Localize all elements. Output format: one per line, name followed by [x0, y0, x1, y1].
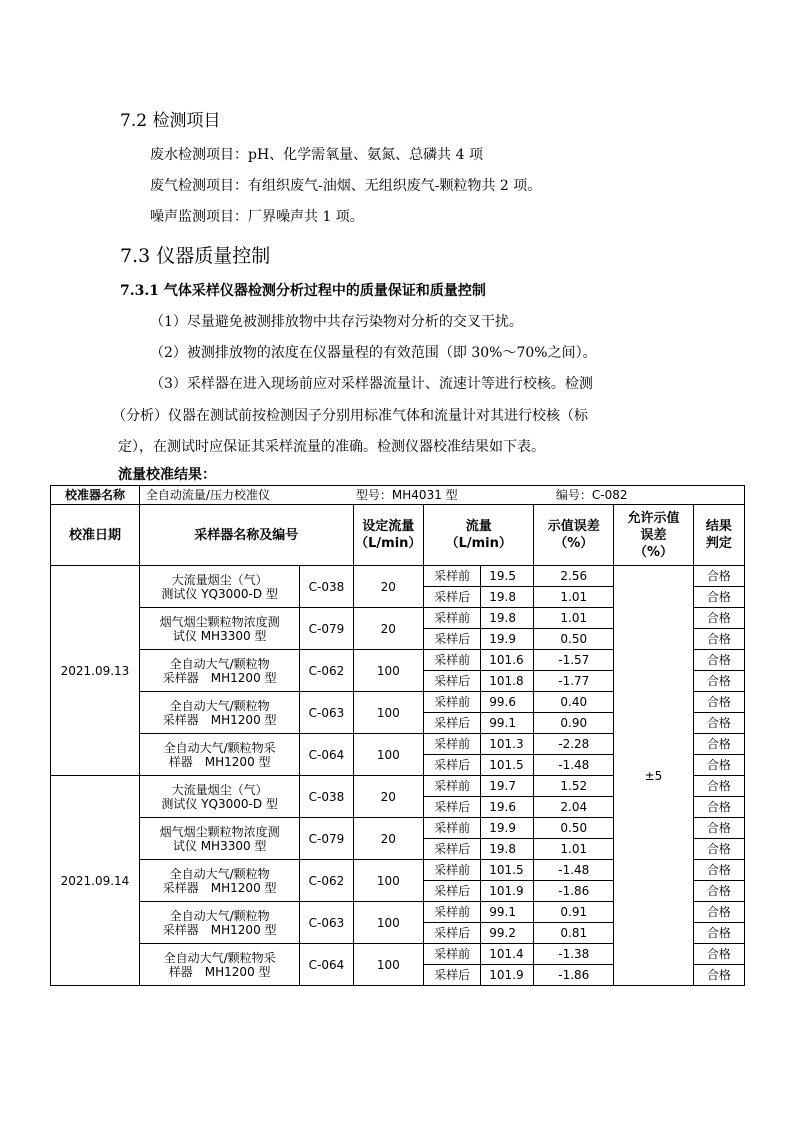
indication-error: -1.77: [534, 671, 614, 692]
sampler-name-line-2: 采样器 MH1200 型: [162, 922, 277, 937]
indication-error: -1.57: [534, 650, 614, 671]
phase-before: 采样前: [424, 944, 481, 965]
measured-flow: 101.9: [481, 881, 534, 902]
header-result-line-2: 判定: [705, 536, 732, 551]
measured-flow: 19.5: [481, 566, 534, 587]
indication-error: 1.01: [534, 839, 614, 860]
sampler-name-line-1: 全自动大气/颗粒物: [169, 698, 270, 713]
result: 合格: [693, 734, 744, 755]
measured-flow: 19.8: [481, 608, 534, 629]
header-allowed-error-unit: （%）: [633, 544, 673, 560]
sampler-name-line-1: 烟气烟尘颗粒物浓度测: [159, 824, 280, 839]
set-flow: 100: [353, 860, 424, 902]
calibration-date: 2021.09.13: [51, 566, 140, 776]
paragraph-3-line-2: （分析）仪器在测试前按检测因子分别用标准气体和流量计对其进行校核（标: [112, 408, 588, 424]
header-error: [534, 505, 614, 566]
sampler-name-line-1: 全自动大气/颗粒物: [169, 908, 270, 923]
result: 合格: [693, 566, 744, 587]
header-result-line-1: 结果: [705, 519, 732, 534]
indication-error: 1.52: [534, 776, 614, 797]
result: 合格: [693, 902, 744, 923]
calibration-date: 2021.09.14: [51, 776, 140, 986]
header-result: [693, 505, 744, 566]
result: 合格: [693, 629, 744, 650]
sampler-name-line-1: 全自动大气/颗粒物采: [163, 740, 276, 755]
phase-before: 采样前: [424, 776, 481, 797]
phase-before: 采样前: [424, 650, 481, 671]
measured-flow: 99.6: [481, 692, 534, 713]
measured-flow: 19.7: [481, 776, 534, 797]
result: 合格: [693, 944, 744, 965]
header-date: 校准日期: [51, 505, 140, 566]
measured-flow: 101.6: [481, 650, 534, 671]
result: 合格: [693, 755, 744, 776]
calibrator-label: 校准器名称: [51, 486, 140, 505]
set-flow: 20: [353, 566, 424, 608]
measured-flow: 101.5: [481, 755, 534, 776]
sampler-code: C-038: [300, 566, 353, 608]
indication-error: -2.28: [534, 734, 614, 755]
phase-after: 采样后: [424, 881, 481, 902]
calibrator-info-row: [51, 486, 745, 505]
sampler-name: [139, 944, 299, 986]
indication-error: 2.04: [534, 797, 614, 818]
indication-error: -1.86: [534, 881, 614, 902]
section-7-3-title: 7.3 仪器质量控制: [120, 245, 271, 267]
result: 合格: [693, 797, 744, 818]
result: 合格: [693, 839, 744, 860]
indication-error: -1.48: [534, 860, 614, 881]
phase-before: 采样前: [424, 608, 481, 629]
measured-flow: 101.9: [481, 965, 534, 986]
flow-calibration-table: [50, 485, 745, 986]
set-flow: 100: [353, 902, 424, 944]
result: 合格: [693, 713, 744, 734]
indication-error: 1.01: [534, 608, 614, 629]
measured-flow: 19.8: [481, 587, 534, 608]
measured-flow: 19.9: [481, 818, 534, 839]
sampler-name: [139, 650, 299, 692]
header-sampler: 采样器名称及编号: [139, 505, 353, 566]
phase-before: 采样前: [424, 818, 481, 839]
sampler-code: C-064: [300, 944, 353, 986]
result: 合格: [693, 965, 744, 986]
result: 合格: [693, 923, 744, 944]
sampler-code: C-064: [300, 734, 353, 776]
indication-error: -1.48: [534, 755, 614, 776]
indication-error: 0.50: [534, 818, 614, 839]
flow-calibration-title: 流量校准结果：: [118, 467, 216, 483]
header-set-flow-unit: （L/min）: [355, 536, 422, 551]
calibrator-model: 型号：MH4031 型: [355, 488, 458, 502]
result: 合格: [693, 587, 744, 608]
section-7-2-title: 7.2 检测项目: [120, 111, 221, 131]
calibrator-name: 全自动流量/压力校准仪: [145, 488, 270, 502]
result: 合格: [693, 818, 744, 839]
result: 合格: [693, 776, 744, 797]
noise-items: 噪声监测项目：厂界噪声共 1 项。: [150, 209, 364, 225]
phase-before: 采样前: [424, 692, 481, 713]
sampler-code: C-063: [300, 902, 353, 944]
sampler-name-line-2: 试仪 MH3300 型: [172, 628, 267, 643]
set-flow: 20: [353, 776, 424, 818]
header-allowed-error-line-1: 允许示值: [627, 510, 680, 526]
phase-after: 采样后: [424, 671, 481, 692]
measured-flow: 101.5: [481, 860, 534, 881]
measured-flow: 99.1: [481, 713, 534, 734]
phase-before: 采样前: [424, 734, 481, 755]
phase-after: 采样后: [424, 629, 481, 650]
sampler-code: C-038: [300, 776, 353, 818]
phase-after: 采样后: [424, 755, 481, 776]
set-flow: 100: [353, 692, 424, 734]
wastewater-items: 废水检测项目：pH、化学需氧量、氨氮、总磷共 4 项: [150, 147, 483, 163]
allowed-error: ±5: [614, 566, 694, 986]
set-flow: 100: [353, 734, 424, 776]
paragraph-3-line-1: （3）采样器在进入现场前应对采样器流量计、流速计等进行校核。检测: [150, 376, 593, 392]
calibrator-serial: 编号：C-082: [555, 488, 628, 502]
measured-flow: 19.8: [481, 839, 534, 860]
indication-error: 0.81: [534, 923, 614, 944]
phase-after: 采样后: [424, 587, 481, 608]
sampler-name-line-1: 烟气烟尘颗粒物浓度测: [159, 614, 280, 629]
sampler-name: [139, 902, 299, 944]
sampler-name-line-2: 采样器 MH1200 型: [162, 712, 277, 727]
indication-error: 0.50: [534, 629, 614, 650]
sampler-name-line-1: 大流量烟尘（气）: [171, 782, 268, 797]
sampler-name-line-2: 采样器 MH1200 型: [162, 670, 277, 685]
sampler-name-line-1: 全自动大气/颗粒物: [169, 866, 270, 881]
measured-flow: 19.9: [481, 629, 534, 650]
indication-error: 0.90: [534, 713, 614, 734]
header-error-unit: （%）: [554, 536, 594, 551]
paragraph-2: （2）被测排放物的浓度在仪器量程的有效范围（即 30%～70%之间）。: [150, 345, 597, 361]
sampler-code: C-062: [300, 650, 353, 692]
header-set-flow-label: 设定流量: [362, 519, 415, 534]
sampler-name-line-2: 试仪 MH3300 型: [172, 838, 267, 853]
header-flow-unit: （L/min）: [445, 536, 512, 551]
sampler-name: [139, 776, 299, 818]
phase-after: 采样后: [424, 923, 481, 944]
indication-error: 0.40: [534, 692, 614, 713]
paragraph-1: （1）尽量避免被测排放物中共存污染物对分析的交叉干扰。: [150, 314, 523, 330]
sampler-code: C-079: [300, 818, 353, 860]
phase-after: 采样后: [424, 839, 481, 860]
result: 合格: [693, 692, 744, 713]
paragraph-3-line-3: 定），在测试时应保证其采样流量的准确。检测仪器校准结果如下表。: [118, 439, 545, 455]
header-allowed-error: [614, 505, 694, 566]
indication-error: -1.86: [534, 965, 614, 986]
set-flow: 100: [353, 944, 424, 986]
header-error-label: 示值误差: [547, 519, 600, 534]
sampler-name-line-1: 全自动大气/颗粒物采: [163, 950, 276, 965]
sampler-name: [139, 860, 299, 902]
sampler-name: [139, 692, 299, 734]
indication-error: 1.01: [534, 587, 614, 608]
sampler-name-line-2: 样器 MH1200 型: [168, 754, 271, 769]
phase-after: 采样后: [424, 797, 481, 818]
indication-error: -1.38: [534, 944, 614, 965]
phase-before: 采样前: [424, 902, 481, 923]
waste-gas-items: 废气检测项目：有组织废气-油烟、无组织废气-颗粒物共 2 项。: [150, 178, 542, 194]
measured-flow: 101.4: [481, 944, 534, 965]
sampler-name: [139, 818, 299, 860]
header-flow-label: 流量: [465, 519, 492, 534]
header-set-flow: [353, 505, 424, 566]
result: 合格: [693, 671, 744, 692]
phase-before: 采样前: [424, 566, 481, 587]
header-allowed-error-line-2: 误差: [640, 527, 667, 543]
result: 合格: [693, 860, 744, 881]
calibrator-details: [139, 486, 744, 505]
result: 合格: [693, 650, 744, 671]
sampler-name: [139, 566, 299, 608]
table-header-row: [51, 505, 745, 566]
measured-flow: 19.6: [481, 797, 534, 818]
result: 合格: [693, 608, 744, 629]
header-flow: [424, 505, 534, 566]
sampler-code: C-063: [300, 692, 353, 734]
indication-error: 2.56: [534, 566, 614, 587]
sampler-code: C-062: [300, 860, 353, 902]
result: 合格: [693, 881, 744, 902]
sampler-name-line-2: 样器 MH1200 型: [168, 964, 271, 979]
measured-flow: 99.2: [481, 923, 534, 944]
measured-flow: 101.3: [481, 734, 534, 755]
set-flow: 100: [353, 650, 424, 692]
sampler-name-line-1: 全自动大气/颗粒物: [169, 656, 270, 671]
phase-after: 采样后: [424, 713, 481, 734]
sampler-name: [139, 734, 299, 776]
set-flow: 20: [353, 818, 424, 860]
sampler-name-line-2: 采样器 MH1200 型: [162, 880, 277, 895]
set-flow: 20: [353, 608, 424, 650]
phase-after: 采样后: [424, 965, 481, 986]
table-row: [51, 566, 745, 587]
section-7-3-1-title: 7.3.1 气体采样仪器检测分析过程中的质量保证和质量控制: [120, 283, 486, 299]
sampler-code: C-079: [300, 608, 353, 650]
sampler-name: [139, 608, 299, 650]
measured-flow: 101.8: [481, 671, 534, 692]
measured-flow: 99.1: [481, 902, 534, 923]
sampler-name-line-2: 测试仪 YQ3000-D 型: [161, 796, 278, 811]
indication-error: 0.91: [534, 902, 614, 923]
phase-before: 采样前: [424, 860, 481, 881]
sampler-name-line-2: 测试仪 YQ3000-D 型: [161, 586, 278, 601]
sampler-name-line-1: 大流量烟尘（气）: [171, 572, 268, 587]
